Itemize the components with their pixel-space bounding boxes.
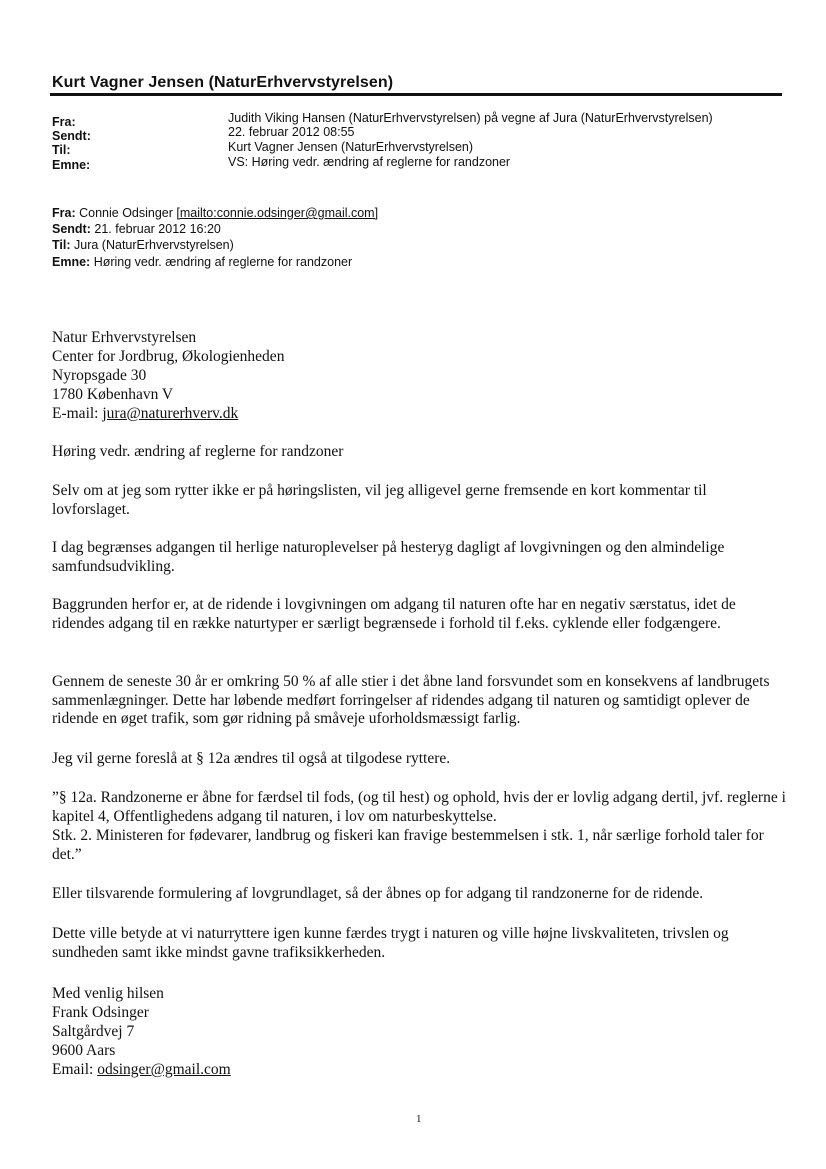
paragraph-7: Dette ville betyde at vi naturryttere igen kunne færdes trygt i naturen og ville højne livskvaliteten, trivslen og sundheden samt ikke mindst gavne trafiksikkerheden. [52, 925, 729, 961]
fwd-subject-line [52, 255, 352, 270]
fwd-subject-value: Høring vedr. ændring af reglerne for randzoner [93, 255, 353, 269]
address-line-2: Center for Jordbrug, Økologienheden [52, 348, 285, 365]
signature-email-line [52, 1061, 787, 1080]
page-number: 1 [416, 1113, 422, 1125]
quote-paragraph-2: Stk. 2. Ministeren for fødevarer, landbrug og fiskeri kan fravige bestemmelsen i stk. 1, når særlige forhold taler for det.” [52, 827, 764, 863]
header-subject-value: VS: Høring vedr. ændring af reglerne for randzoner [228, 155, 511, 169]
paragraph-5: Jeg vil gerne foreslå at § 12a ændres til også at tilgodese ryttere. [52, 750, 451, 767]
fwd-sent-value: 21. februar 2012 16:20 [94, 222, 221, 236]
letter-subject: Høring vedr. ændring af reglerne for randzoner [52, 443, 344, 460]
signature-city: 9600 Aars [52, 1042, 116, 1059]
fwd-sent-label: Sendt: [52, 222, 91, 236]
fwd-from-name: Connie Odsinger [79, 206, 173, 220]
fwd-to-line [52, 238, 234, 253]
address-email-line [52, 405, 787, 424]
address-email-label: E-mail: [52, 405, 103, 422]
fwd-from-label: Fra: [52, 206, 76, 220]
address-line-1: Natur Erhvervstyrelsen [52, 329, 197, 346]
signature-street: Saltgårdvej 7 [52, 1023, 135, 1040]
signature-email-label: Email: [52, 1061, 98, 1078]
fwd-from-line [52, 206, 378, 221]
fwd-to-label: Til: [52, 238, 71, 252]
header-sent-label: Sendt: [52, 129, 91, 143]
header-to-value: Kurt Vagner Jensen (NaturErhvervstyrelsen) [228, 140, 474, 154]
fwd-from-mailto-link[interactable]: [mailto:connie.odsinger@gmail.com] [176, 206, 379, 220]
signature-email-link[interactable]: odsinger@gmail.com [97, 1061, 231, 1078]
quote-paragraph-1: ”§ 12a. Randzonerne er åbne for færdsel til fods, (og til hest) og ophold, hvis der er lovlig adgang dertil, jvf. reglerne i kapitel 4, Offentlighedens adgang til naturen, i lov om naturbeskyttelse. [52, 789, 786, 825]
fwd-to-value: Jura (NaturErhvervstyrelsen) [74, 238, 234, 252]
signature-name: Frank Odsinger [52, 1004, 149, 1021]
address-line-3: Nyropsgade 30 [52, 367, 147, 384]
fwd-sent-line [52, 222, 221, 237]
paragraph-6: Eller tilsvarende formulering af lovgrundlaget, så der åbnes op for adgang til randzonerne for de ridende. [52, 885, 704, 902]
title-divider [50, 93, 782, 96]
address-email-link[interactable]: jura@naturerhverv.dk [102, 405, 239, 422]
signature-closing: Med venlig hilsen [52, 985, 164, 1002]
header-from-label: Fra: [52, 115, 76, 129]
header-sent-value: 22. februar 2012 08:55 [228, 125, 355, 139]
paragraph-2: I dag begrænses adgangen til herlige naturoplevelser på hesteryg dagligt af lovgivningen og den almindelige samfundsudvikling. [52, 539, 725, 575]
header-to-label: Til: [52, 143, 71, 157]
paragraph-4: Gennem de seneste 30 år er omkring 50 % af alle stier i det åbne land forsvundet som en konsekvens af landbrugets sammenlægninger. Dette har løbende medført forringelser af ridendes adgang til naturen og samtidigt oplever de ridende en øget trafik, som gør ridning på småveje uforholdsmæssigt farlig. [52, 673, 770, 727]
paragraph-3: Baggrunden herfor er, at de ridende i lovgivningen om adgang til naturen ofte har en negativ særstatus, idet de ridendes adgang til en række naturtyper er særligt begrænsede i forhold til f.eks. cyklende eller fodgængere. [52, 596, 736, 632]
address-line-4: 1780 København V [52, 386, 174, 403]
fwd-subject-label: Emne: [52, 255, 91, 269]
document-title: Kurt Vagner Jensen (NaturErhvervstyrelsen) [52, 74, 394, 91]
header-from-value: Judith Viking Hansen (NaturErhvervstyrelsen) på vegne af Jura (NaturErhvervstyrelsen) [228, 111, 713, 125]
paragraph-1: Selv om at jeg som rytter ikke er på høringslisten, vil jeg alligevel gerne fremsende en kort kommentar til lovforslaget. [52, 482, 707, 518]
header-subject-label: Emne: [52, 158, 91, 172]
